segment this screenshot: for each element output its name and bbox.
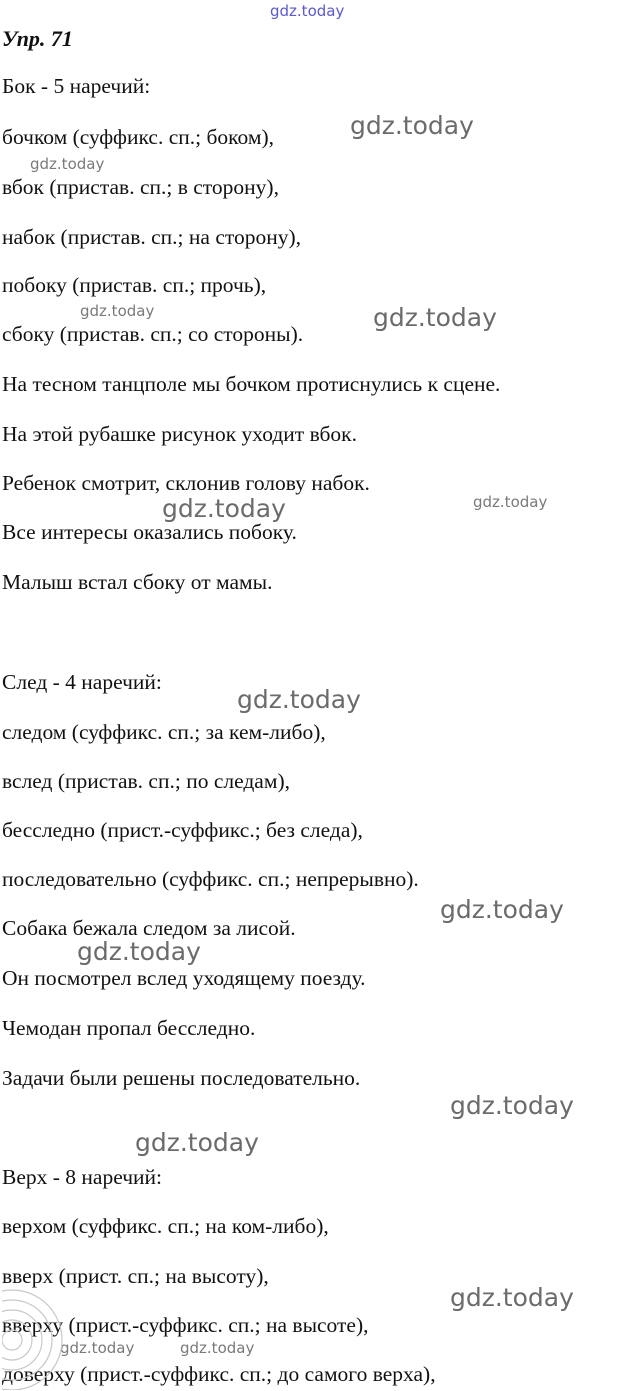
text-line: На этой рубашке рисунок уходит вбок. — [2, 422, 357, 446]
watermark: gdz.today — [450, 1283, 574, 1312]
text-line: На тесном танцполе мы бочком протиснулись к сцене. — [2, 372, 501, 396]
text-line: Он посмотрел вслед уходящему поезду. — [2, 966, 366, 990]
text-line: вверху (прист.-суффикс. сп.; на высоте), — [2, 1313, 369, 1337]
stamp-watermark-graphic — [2, 1240, 72, 1390]
watermark: gdz.today — [237, 685, 361, 714]
watermark: gdz.today — [135, 1128, 259, 1157]
text-line: побоку (пристав. сп.; прочь), — [2, 273, 267, 297]
text-line: доверху (прист.-суффикс. сп.; до самого верха), — [2, 1362, 436, 1386]
watermark: gdz.today — [450, 1091, 574, 1120]
text-line: следом (суффикс. сп.; за кем-либо), — [2, 720, 326, 744]
text-line: Все интересы оказались побоку. — [2, 520, 297, 544]
text-line: Чемодан пропал бесследно. — [2, 1016, 256, 1040]
watermark: gdz.today — [473, 493, 548, 511]
text-line: Собака бежала следом за лисой. — [2, 916, 296, 940]
section-heading-verkh: Верх - 8 наречий: — [2, 1165, 163, 1189]
text-line: набок (пристав. сп.; на сторону), — [2, 225, 302, 249]
watermark: gdz.today — [350, 111, 474, 140]
text-line: верхом (суффикс. сп.; на ком-либо), — [2, 1214, 329, 1238]
text-line: бочком (суффикс. сп.; боком), — [2, 125, 274, 149]
section-heading-bok: Бок - 5 наречий: — [2, 74, 151, 98]
watermark: gdz.today — [440, 895, 564, 924]
watermark: gdz.today — [60, 1339, 135, 1357]
text-line: вверх (прист. сп.; на высоту), — [2, 1264, 269, 1288]
text-line: вбок (пристав. сп.; в сторону), — [2, 175, 279, 199]
watermark: gdz.today — [77, 937, 201, 966]
text-line: Задачи были решены последовательно. — [2, 1066, 361, 1090]
exercise-title: Упр. 71 — [2, 26, 73, 51]
site-watermark-top: gdz.today — [270, 2, 345, 20]
watermark: gdz.today — [180, 1339, 255, 1357]
text-line: бесследно (прист.-суффикс.; без следа), — [2, 818, 363, 842]
text-line: сбоку (пристав. сп.; со стороны). — [2, 322, 304, 346]
watermark: gdz.today — [162, 494, 286, 523]
section-heading-sled: След - 4 наречий: — [2, 670, 162, 694]
text-line: Ребенок смотрит, склонив голову набок. — [2, 471, 370, 495]
watermark: gdz.today — [373, 303, 497, 332]
watermark: gdz.today — [80, 302, 155, 320]
text-line: Малыш встал сбоку от мамы. — [2, 570, 273, 594]
watermark: gdz.today — [30, 155, 105, 173]
text-line: последовательно (суффикс. сп.; непрерывно). — [2, 867, 419, 891]
text-line: вслед (пристав. сп.; по следам), — [2, 769, 290, 793]
